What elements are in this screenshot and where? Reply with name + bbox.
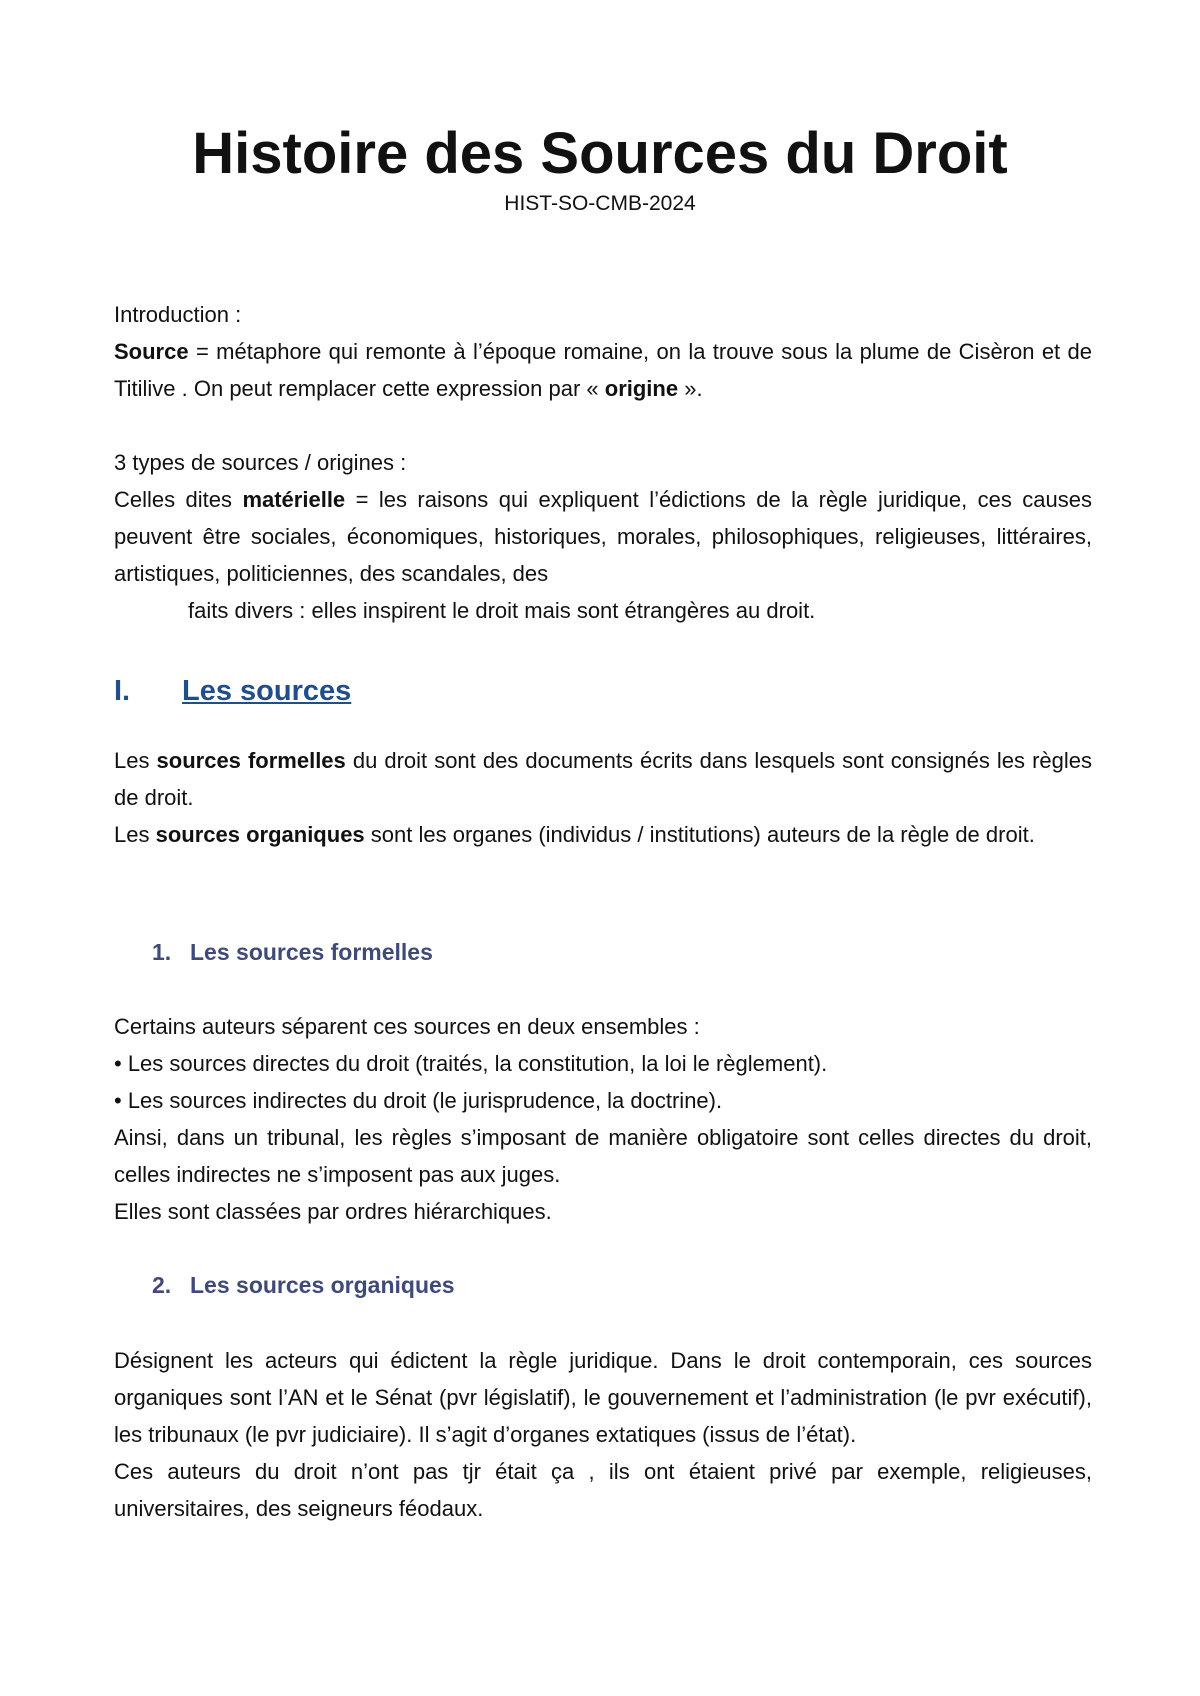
text-span: Les: [114, 822, 156, 847]
elles-paragraph: Elles sont classées par ordres hiérarchiques.: [114, 1199, 552, 1224]
subsection2-body: [114, 1342, 1092, 1527]
subsection-title: Les sources formelles: [190, 939, 433, 965]
section1-body: [114, 742, 1092, 853]
text-span: sont les organes (individus / institutions) auteurs de la règle de droit.: [364, 822, 1035, 847]
subsection-heading-formelles: [152, 935, 433, 969]
organiques-term: sources organiques: [155, 822, 365, 847]
intro-paragraph: [114, 333, 1092, 407]
intro-heading: Introduction :: [114, 302, 242, 327]
source-definition: = métaphore qui remonte à l’époque romaine, on la trouve sous la plume de Cisèron et de Titilive . On peut remplacer cette expression par «: [114, 339, 1092, 401]
types-line-start: Celles dites: [114, 487, 243, 512]
formelles-definition: [114, 742, 1092, 816]
formelles-intro: Certains auteurs séparent ces sources en deux ensembles :: [114, 1014, 700, 1039]
document-title: Histoire des Sources du Droit: [192, 121, 1008, 186]
subsection-heading-organiques: [152, 1268, 455, 1302]
organiques-paragraph: Désignent les acteurs qui édictent la règle juridique. Dans le droit contemporain, ces sources organiques sont l’AN et le Sénat (pvr législatif), le gouvernement et l’administration (le pvr exécutif), les tribunaux (le pvr judiciaire). Il s’agit d’organes extatiques (issus de l’état).: [114, 1348, 1092, 1447]
organiques-definition: [114, 816, 1092, 853]
subsection-number: 2.: [152, 1272, 172, 1298]
bullet-item: • Les sources directes du droit (traités, la constitution, la loi le règlement).: [114, 1051, 828, 1076]
text-span: Les: [114, 748, 157, 773]
types-line-rest: = les raisons qui expliquent l’édictions de la règle juridique, ces causes peuvent être sociales, économiques, historiques, morales, philosophiques, religieuses, littéraires, artistiques, politiciennes, des scandales, des: [114, 487, 1092, 586]
origine-end: ».: [678, 376, 703, 401]
section-title: Les sources: [182, 675, 352, 707]
source-term: Source: [114, 339, 189, 364]
subsection1-body: [114, 1008, 1092, 1230]
types-indented-line: faits divers : elles inspirent le droit mais sont étrangères au droit.: [188, 598, 816, 623]
subsection-title: Les sources organiques: [190, 1272, 455, 1298]
materielle-term: matérielle: [242, 487, 346, 512]
bullet-item: • Les sources indirectes du droit (le jurisprudence, la doctrine).: [114, 1088, 723, 1113]
types-section: [114, 444, 1092, 629]
section-number: I.: [114, 675, 131, 707]
text-span: du droit sont des documents écrits dans lesquels sont consignés les règles de droit.: [114, 748, 1092, 810]
origine-term: origine: [604, 376, 679, 401]
intro-section: [114, 296, 1092, 407]
document-code: HIST-SO-CMB-2024: [504, 192, 696, 215]
section-heading-les-sources: [114, 670, 351, 712]
auteurs-paragraph: Ces auteurs du droit n’ont pas tjr était ça , ils ont étaient privé par exemple, religieuses, universitaires, des seigneurs féodaux.: [114, 1459, 1092, 1521]
types-paragraph: [114, 481, 1092, 592]
subsection-number: 1.: [152, 939, 172, 965]
formelles-term: sources formelles: [156, 748, 346, 773]
ainsi-paragraph: Ainsi, dans un tribunal, les règles s’imposant de manière obligatoire sont celles directes du droit, celles indirectes ne s’imposent pas aux juges.: [114, 1125, 1092, 1187]
types-heading: 3 types de sources / origines :: [114, 450, 407, 475]
